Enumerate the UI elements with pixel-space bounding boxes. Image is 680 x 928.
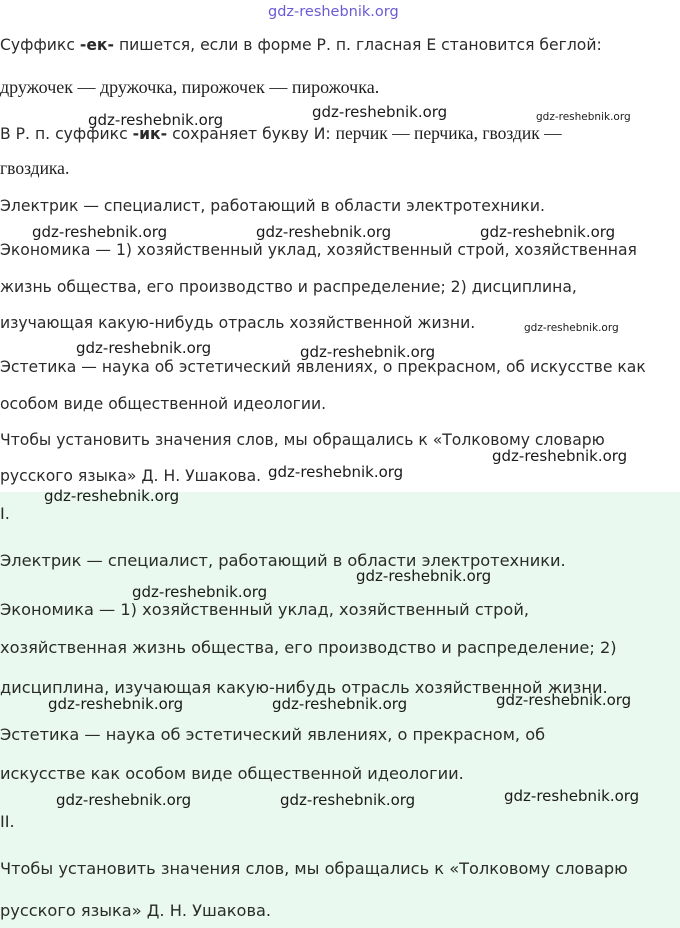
answer-aesthetics-1: Эстетика — наука об эстетический явлениях, о прекрасном, об <box>0 725 546 744</box>
source-note-2: русского языка» Д. Н. Ушакова. <box>0 467 262 485</box>
answer-economy-3: дисциплина, изучающая какую-нибудь отрасль хозяйственной жизни. <box>0 678 608 697</box>
examples-ek: дружочек — дружочка, пирожочек — пирожочка. <box>0 77 380 97</box>
watermark: gdz-reshebnik.org <box>44 487 180 505</box>
suffix-ik: -ик- <box>132 125 168 143</box>
examples-ik-cont: гвоздика. <box>0 158 70 178</box>
watermark: gdz-reshebnik.org <box>48 695 184 713</box>
watermark: gdz-reshebnik.org <box>492 447 628 465</box>
definition-electric: Электрик — специалист, работающий в области электротехники. <box>0 197 545 215</box>
definition-economy-2: жизнь общества, его производство и распределение; 2) дисциплина, <box>0 278 577 296</box>
watermark: gdz-reshebnik.org <box>312 103 448 121</box>
watermark: gdz-reshebnik.org <box>56 791 192 809</box>
roman-numeral-2: II. <box>0 812 15 831</box>
watermark: gdz-reshebnik.org <box>536 111 631 123</box>
source-note-1: Чтобы установить значения слов, мы обращались к «Толковому словарю <box>0 431 605 449</box>
answer-electric: Электрик — специалист, работающий в области электротехники. <box>0 551 566 570</box>
watermark: gdz-reshebnik.org <box>132 583 268 601</box>
suffix-ek-rule: Суффикс -ек- пишется, если в форме Р. п. гласная Е становится беглой: <box>0 36 602 54</box>
answer-aesthetics-2: искусстве как особом виде общественной идеологии. <box>0 764 464 783</box>
watermark: gdz-reshebnik.org <box>524 322 619 334</box>
site-header-watermark: gdz-reshebnik.org <box>268 4 399 20</box>
watermark: gdz-reshebnik.org <box>496 691 632 709</box>
answer-source-1: Чтобы установить значения слов, мы обращались к «Толковому словарю <box>0 859 628 878</box>
suffix-ek: -ек- <box>79 36 114 54</box>
watermark: gdz-reshebnik.org <box>76 339 212 357</box>
examples-ik: перчик — перчика, гвоздик — <box>335 123 562 143</box>
watermark: gdz-reshebnik.org <box>480 223 616 241</box>
watermark: gdz-reshebnik.org <box>300 343 436 361</box>
watermark: gdz-reshebnik.org <box>88 111 224 129</box>
answer-economy-1: Экономика — 1) хозяйственный уклад, хозяйственный строй, <box>0 600 530 619</box>
suffix-ik-rule: В Р. п. суффикс -ик- сохраняет букву И: перчик — перчика, гвоздик — <box>0 123 562 143</box>
watermark: gdz-reshebnik.org <box>268 463 404 481</box>
watermark: gdz-reshebnik.org <box>280 791 416 809</box>
roman-numeral-1: I. <box>0 504 10 523</box>
answer-source-2: русского языка» Д. Н. Ушакова. <box>0 901 272 920</box>
watermark: gdz-reshebnik.org <box>272 695 408 713</box>
definition-aesthetics-1: Эстетика — наука об эстетический явлениях, о прекрасном, об искусстве как <box>0 358 646 376</box>
definition-aesthetics-2: особом виде общественной идеологии. <box>0 395 327 413</box>
watermark: gdz-reshebnik.org <box>256 223 392 241</box>
answer-economy-2: хозяйственная жизнь общества, его производство и распределение; 2) <box>0 638 617 657</box>
watermark: gdz-reshebnik.org <box>356 567 492 585</box>
watermark: gdz-reshebnik.org <box>504 787 640 805</box>
definition-economy-1: Экономика — 1) хозяйственный уклад, хозяйственный строй, хозяйственная <box>0 241 637 259</box>
watermark: gdz-reshebnik.org <box>32 223 168 241</box>
definition-economy-3: изучающая какую-нибудь отрасль хозяйственной жизни. <box>0 314 476 332</box>
